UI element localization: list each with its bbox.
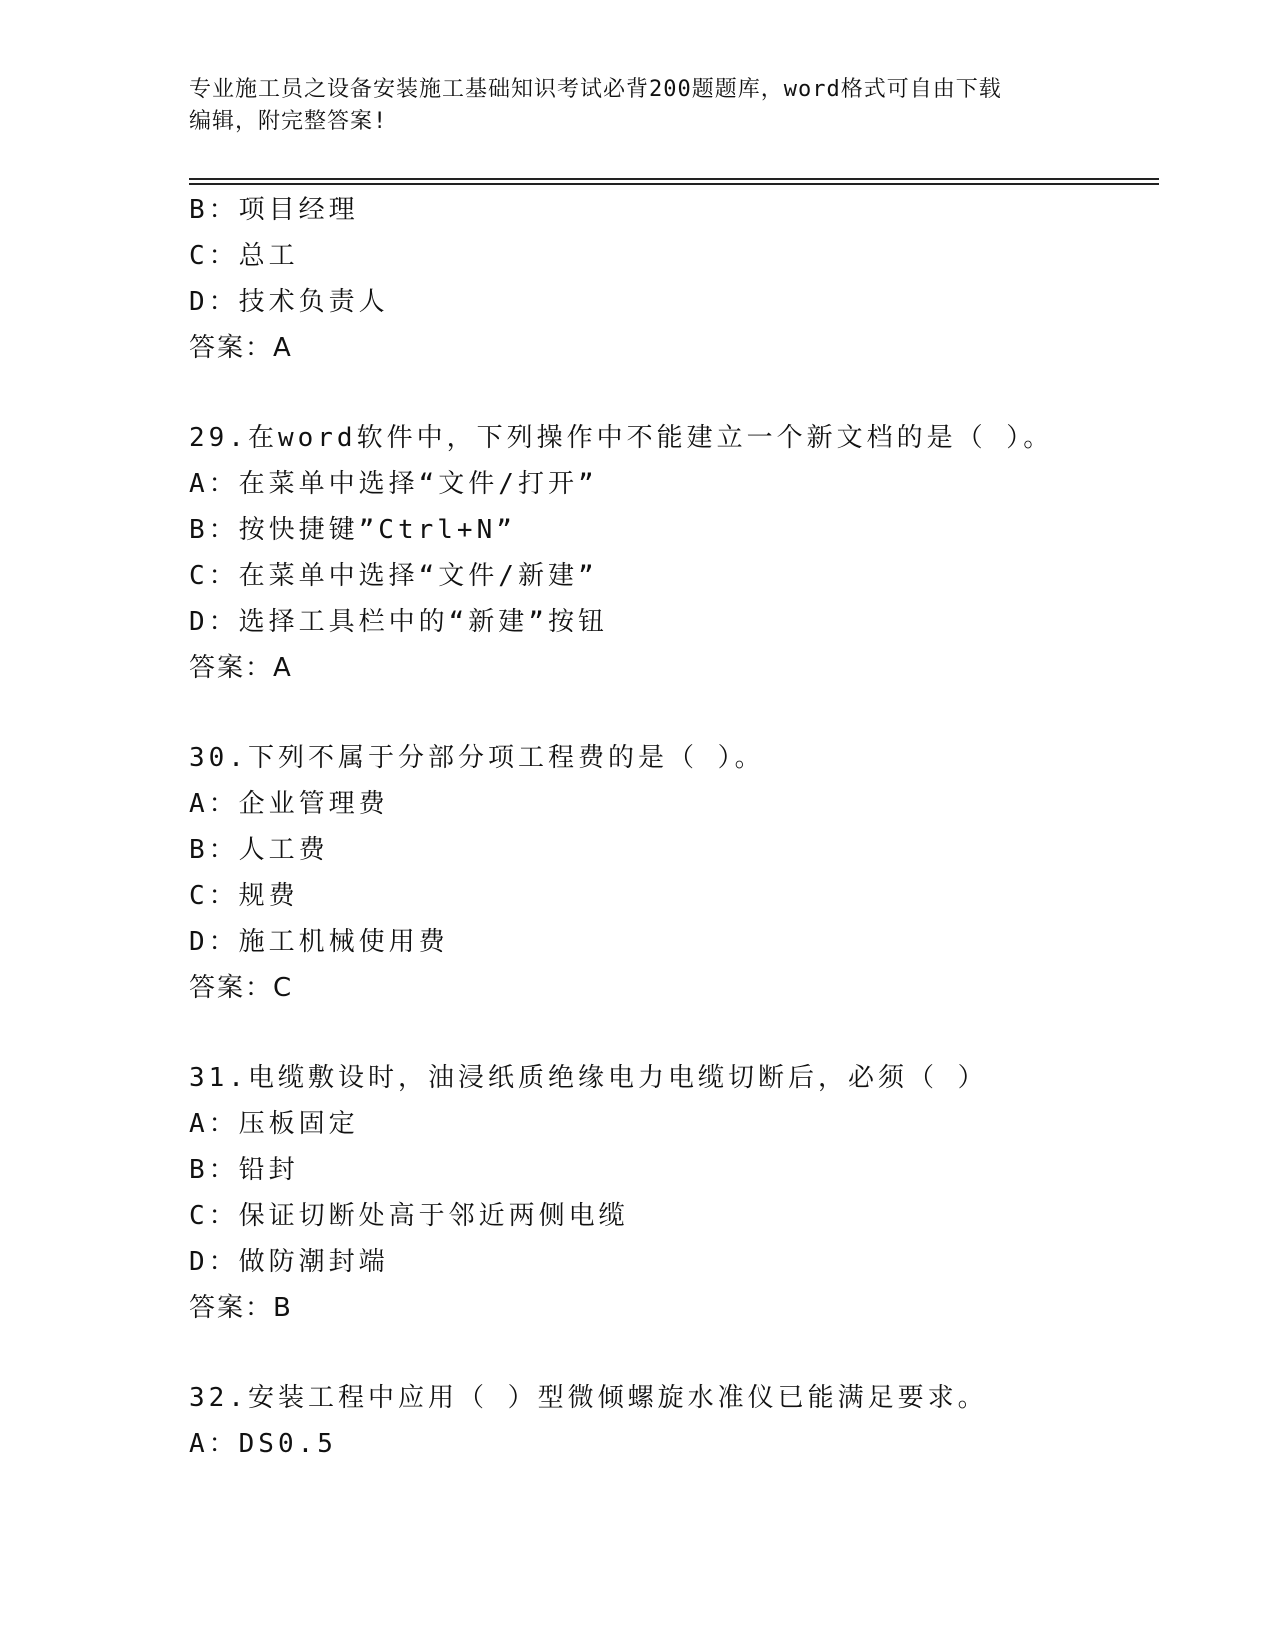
option-d: D：施工机械使用费 <box>189 927 449 957</box>
header-line-1: 专业施工员之设备安装施工基础知识考试必背200题题库，word格式可自由下载 <box>189 77 1002 102</box>
option-b: B：按快捷键”Ctrl+N” <box>189 515 516 545</box>
option-c: C：规费 <box>189 881 299 911</box>
question-stem: 29.在word软件中，下列操作中不能建立一个新文档的是（ ）。 <box>189 423 1054 453</box>
question-29 <box>189 415 1159 691</box>
header-line-2: 编辑，附完整答案! <box>189 109 388 134</box>
spacer <box>189 371 1159 415</box>
question-28-partial <box>189 187 1159 371</box>
option-a: A：企业管理费 <box>189 789 389 819</box>
option-c: C：在菜单中选择“文件/新建” <box>189 561 598 591</box>
question-stem: 30.下列不属于分部分项工程费的是（ ）。 <box>189 743 765 773</box>
option-d: D：选择工具栏中的“新建”按钮 <box>189 607 608 637</box>
answer-line: 答案：A <box>189 333 293 363</box>
answer-line: 答案：A <box>189 653 293 683</box>
question-stem: 31.电缆敷设时，油浸纸质绝缘电力电缆切断后，必须（ ） <box>189 1063 988 1093</box>
question-30 <box>189 735 1159 1011</box>
option-c: C：总工 <box>189 241 299 271</box>
question-stem: 32.安装工程中应用（ ）型微倾螺旋水准仪已能满足要求。 <box>189 1383 988 1413</box>
question-list <box>189 187 1159 1467</box>
spacer <box>189 691 1159 735</box>
question-32 <box>189 1375 1159 1467</box>
option-b: B：人工费 <box>189 835 329 865</box>
answer-line: 答案：C <box>189 973 294 1003</box>
header-divider-bottom <box>189 183 1159 185</box>
option-c: C：保证切断处高于邻近两侧电缆 <box>189 1201 629 1231</box>
header-divider-top <box>189 178 1159 180</box>
spacer <box>189 1331 1159 1375</box>
option-b: B：项目经理 <box>189 195 359 225</box>
option-d: D：技术负责人 <box>189 287 389 317</box>
option-b: B：铅封 <box>189 1155 299 1185</box>
answer-line: 答案：B <box>189 1293 293 1323</box>
question-31 <box>189 1055 1159 1331</box>
document-header <box>189 74 1089 138</box>
option-d: D：做防潮封端 <box>189 1247 389 1277</box>
spacer <box>189 1011 1159 1055</box>
option-a: A：在菜单中选择“文件/打开” <box>189 469 598 499</box>
option-a: A：DS0.5 <box>189 1429 337 1459</box>
option-a: A：压板固定 <box>189 1109 359 1139</box>
